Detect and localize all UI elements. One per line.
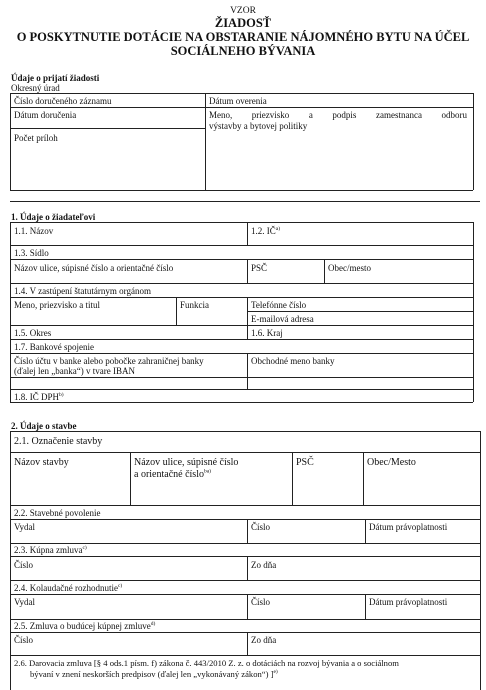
form-subtitle-line1: O POSKYTNUTIE DOTÁCIE NA OBSTARANIE NÁJOMNÉHO BYTU NA ÚČEL: [16, 30, 470, 44]
statutory-label: 1.4. V zastúpení štatutárnym orgánom: [14, 286, 151, 296]
s1-col: [247, 259, 248, 283]
future-contract-label: 2.5. Zmluva o budúcej kúpnej zmluve$^{d)}$: [14, 621, 156, 631]
s2-col: [247, 632, 248, 655]
form-subtitle-line2: SOCIÁLNEHO BÝVANIA: [170, 44, 316, 58]
approval-footnote: c): [117, 583, 123, 589]
s2-line: [10, 580, 480, 581]
permit-issued-field[interactable]: Vydal: [14, 522, 35, 532]
statutory-person-field[interactable]: Meno, priezvisko a titul: [14, 300, 100, 310]
district-field[interactable]: 1.5. Okres: [14, 328, 52, 338]
future-footnote: d): [150, 621, 156, 627]
s2-line: [10, 505, 480, 506]
s1-line: [10, 353, 473, 354]
region-field[interactable]: 1.6. Kraj: [251, 328, 283, 338]
approval-issued-field[interactable]: Vydal: [14, 597, 35, 607]
applicant-ico-field[interactable]: 1.2. IČ$^{a)}$: [251, 226, 281, 236]
future-date-field[interactable]: Zo dňa: [251, 635, 277, 645]
permit-valid-date-field[interactable]: Dátum právoplatnosti: [369, 522, 448, 532]
building-street-field-line2: a orientačné číslo$^{ba)}$: [134, 468, 211, 480]
section2-heading: 2. Údaje o stavbe: [11, 421, 77, 431]
office-label: Okresný úrad: [11, 83, 60, 93]
s1-line: [10, 297, 473, 298]
s2-col: [292, 452, 293, 505]
s2-col: [247, 556, 248, 580]
receipt-row-line: [10, 128, 205, 129]
s1-line: [10, 245, 473, 246]
section-separator: [10, 201, 480, 202]
bank-label: 1.7. Bankové spojenie: [14, 342, 94, 352]
s1-line: [10, 222, 473, 223]
building-city-field[interactable]: Obec/Mesto: [367, 457, 416, 468]
approval-valid-date-field[interactable]: Dátum právoplatnosti: [369, 597, 448, 607]
s2-line: [10, 519, 480, 520]
future-number-field[interactable]: Číslo: [14, 635, 34, 645]
s2-left: [10, 431, 11, 690]
applicant-street-field[interactable]: Názov ulice, súpisné číslo a orientačné číslo: [14, 263, 174, 273]
statutory-function-field[interactable]: Funkcia: [180, 300, 209, 310]
receipt-box-divider: [205, 93, 206, 190]
s1-left: [10, 222, 11, 402]
iban-field[interactable]: Číslo účtu v banke alebo pobočke zahraničnej banky: [14, 356, 204, 366]
form-sample-label: VZOR: [230, 6, 256, 16]
s2-line: [10, 543, 480, 544]
receipt-box-bottom: [10, 190, 473, 191]
s1-line: [247, 311, 473, 312]
receipt-row-line: [10, 107, 473, 108]
receipt-box-top: [10, 93, 473, 94]
s2-col: [365, 519, 366, 543]
delivery-date-field[interactable]: Dátum doručenia: [14, 110, 77, 120]
verification-date-field[interactable]: Dátum overenia: [209, 96, 267, 106]
vat-field[interactable]: 1.8. IČ DPH$^{b)}$: [14, 392, 64, 402]
s2-line: [10, 655, 480, 656]
s1-col: [176, 297, 177, 325]
s2-line: [10, 452, 480, 453]
s1-line: [10, 259, 473, 260]
donation-contract-label-line2: bývaní v znení neskorších predpisov (ďalej len „vykonávaný zákon“) ]$^{e)}$: [30, 669, 278, 679]
receipt-box-right: [473, 93, 474, 190]
donation-footnote: e): [273, 669, 278, 676]
s1-col: [247, 353, 248, 389]
street-footnote: ba): [203, 468, 211, 475]
s2-col: [363, 452, 364, 505]
purchase-number-field[interactable]: Číslo: [14, 560, 34, 570]
s1-col: [247, 325, 248, 339]
permit-label: 2.2. Stavebné povolenie: [14, 508, 101, 518]
building-street-field[interactable]: Názov ulice, súpisné číslo: [134, 457, 239, 468]
applicant-psc-field[interactable]: PSČ: [251, 263, 268, 273]
ico-footnote: a): [275, 226, 281, 232]
s2-line: [10, 556, 480, 557]
phone-field[interactable]: Telefónne číslo: [251, 300, 307, 310]
section1-heading: 1. Údaje o žiadateľovi: [11, 212, 96, 222]
approval-label: 2.4. Kolaudačné rozhodnutie$^{c)}$: [14, 583, 123, 593]
s2-col: [247, 594, 248, 619]
purchase-footnote: c): [82, 545, 87, 551]
receipt-box-left: [10, 93, 11, 190]
s2-line: [10, 594, 480, 595]
s1-right: [473, 222, 474, 402]
s1-col: [324, 259, 325, 283]
receipt-heading: Údaje o prijatí žiadosti: [11, 73, 100, 83]
s2-line: [10, 632, 480, 633]
designation-label: 2.1. Označenie stavby: [14, 436, 103, 447]
s1-line: [10, 402, 473, 403]
s1-col: [247, 222, 248, 245]
s1-line: [10, 339, 473, 340]
s1-col: [247, 297, 248, 325]
s1-line: [10, 389, 473, 390]
s1-line: [10, 325, 473, 326]
s2-line: [10, 431, 480, 432]
purchase-label: 2.3. Kúpna zmluva$^{c)}$: [14, 545, 87, 555]
s2-col: [247, 519, 248, 543]
donation-contract-label[interactable]: 2.6. Darovacia zmluva [§ 4 ods.1 písm. f) zákona č. 443/2010 Z. z. o dotáciách na rozvoj bývania a o sociálnom: [14, 658, 399, 668]
s1-line: [10, 283, 473, 284]
approval-number-field[interactable]: Číslo: [251, 597, 271, 607]
s2-col: [130, 452, 131, 505]
applicant-name-field[interactable]: 1.1. Názov: [14, 226, 54, 236]
s2-line: [10, 619, 480, 620]
permit-number-field[interactable]: Číslo: [251, 522, 271, 532]
form-title: ŽIADOSŤ: [214, 16, 272, 30]
purchase-date-field[interactable]: Zo dňa: [251, 560, 277, 570]
applicant-city-field[interactable]: Obec/mesto: [328, 263, 371, 273]
building-name-field[interactable]: Názov stavby: [14, 457, 69, 468]
employee-sign-line1[interactable]: Meno, priezvisko a podpis zamestnanca odboru: [209, 110, 467, 120]
applicant-seat-label: 1.3. Sídlo: [14, 248, 49, 258]
building-psc-field[interactable]: PSČ: [296, 457, 314, 468]
employee-sign-line2: výstavby a bytovej politiky: [209, 121, 308, 131]
bank-name-field[interactable]: Obchodné meno banky: [251, 356, 335, 366]
email-field[interactable]: E-mailová adresa: [251, 314, 314, 324]
iban-field-line2: (ďalej len „banka“) v tvare IBAN: [14, 366, 136, 376]
attachments-field[interactable]: Počet príloh: [14, 133, 58, 143]
vat-footnote: b): [59, 392, 64, 398]
s2-right: [480, 431, 481, 690]
s2-col: [365, 594, 366, 619]
doc-number-field[interactable]: Číslo doručeného záznamu: [14, 96, 112, 106]
s1-line: [10, 377, 473, 378]
